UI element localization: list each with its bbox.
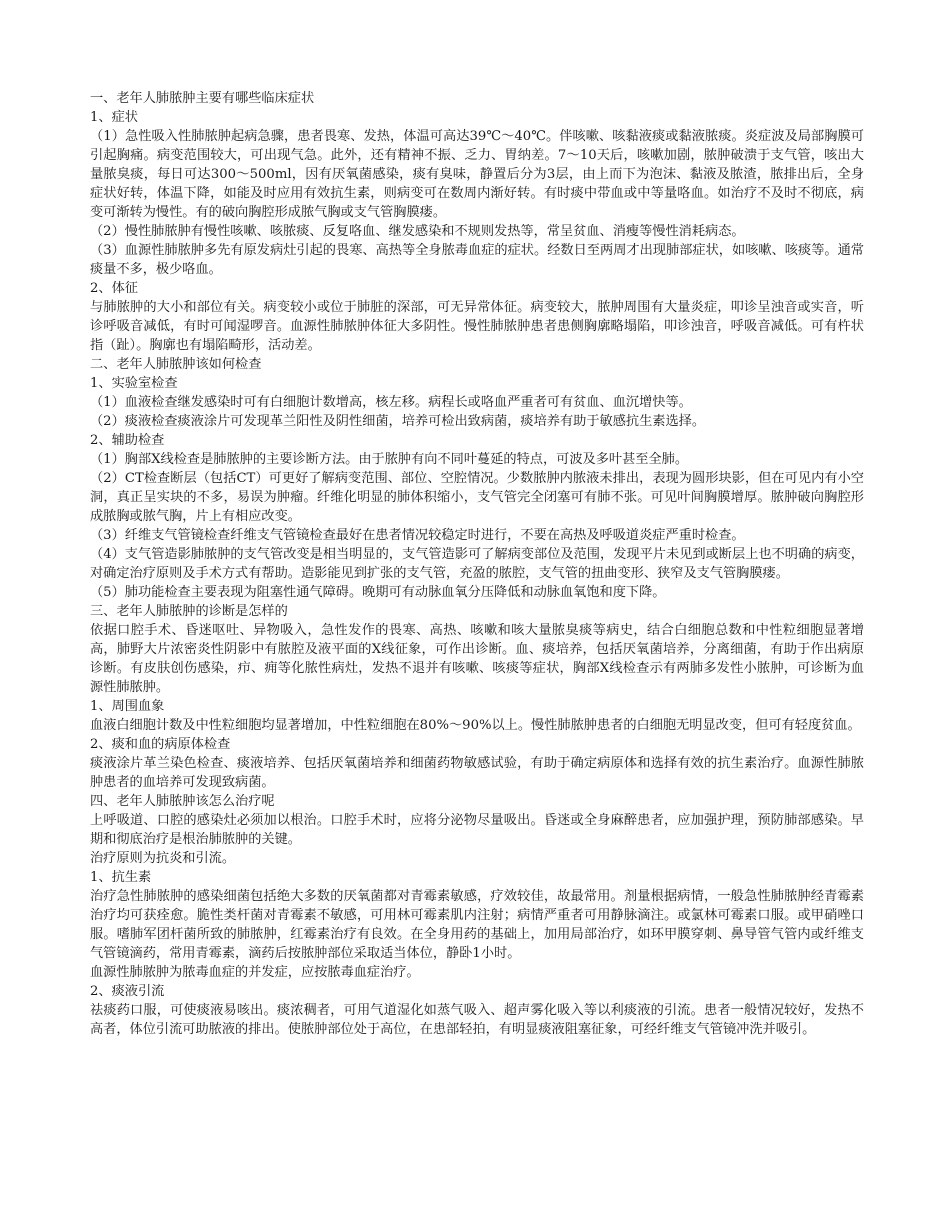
subsection-heading: 2、体征 <box>90 281 138 296</box>
subsection-heading: 2、辅助检查 <box>90 433 165 448</box>
paragraph: （2）CT检查断层（包括CT）可更好了解病变范围、部位、空腔情况。少数脓肿内脓液未排出，表现为圆形块影，但在可见内有小空洞，真正呈实块的不多，易误为肿瘤。纤维化明显的肺体积缩小，支气管完全闭塞可有肺不张。可见叶间胸膜增厚。脓肿破向胸腔形成脓胸或脓气胸，片上有相应改变。 <box>90 471 864 524</box>
section-heading: 二、老年人肺脓肿该如何检查 <box>90 357 262 372</box>
section-heading: 三、老年人肺脓肿的诊断是怎样的 <box>90 604 288 619</box>
subsection-heading: 1、症状 <box>90 110 138 125</box>
paragraph: （2）慢性肺脓肿有慢性咳嗽、咳脓痰、反复咯血、继发感染和不规则发热等，常呈贫血、消瘦等慢性消耗病态。 <box>90 224 745 239</box>
paragraph: （2）痰液检查痰液涂片可发现革兰阳性及阴性细菌，培养可检出致病菌，痰培养有助于敏感抗生素选择。 <box>90 414 706 429</box>
subsection-heading: 1、周围血象 <box>90 699 165 714</box>
section-heading: 一、老年人肺脓肿主要有哪些临床症状 <box>90 91 315 106</box>
subsection-heading: 2、痰液引流 <box>90 984 165 999</box>
paragraph: 与肺脓肿的大小和部位有关。病变较小或位于肺脏的深部，可无异常体征。病变较大，脓肿周围有大量炎症，叩诊呈浊音或实音，听诊呼吸音减低，有时可闻湿啰音。血源性肺脓肿体征大多阴性。慢性肺脓肿患者患侧胸廓略塌陷，叩诊浊音，呼吸音减低。可有杵状指（趾）。胸廓也有塌陷畸形，活动差。 <box>90 300 864 353</box>
paragraph: （1）急性吸入性肺脓肿起病急骤，患者畏寒、发热，体温可高达39℃～40℃。伴咳嗽、咳黏液痰或黏液脓痰。炎症波及局部胸膜可引起胸痛。病变范围较大，可出现气急。此外，还有精神不振、乏力、胃纳差。7～10天后，咳嗽加剧，脓肿破溃于支气管，咳出大量脓臭痰，每日可达300～500ml，因有厌氧菌感染，痰有臭味，静置后分为3层，由上而下为泡沫、黏液及脓渣，脓排出后，全身症状好转，体温下降，如能及时应用有效抗生素，则病变可在数周内渐好转。有时痰中带血或中等量咯血。如治疗不及时不彻底，病变可渐转为慢性。有的破向胸腔形成脓气胸或支气管胸膜瘘。 <box>90 129 864 220</box>
paragraph: （3）纤维支气管镜检查纤维支气管镜检查最好在患者情况较稳定时进行，不要在高热及呼吸道炎症严重时检查。 <box>90 528 745 543</box>
paragraph: （5）肺功能检查主要表现为阻塞性通气障碍。晚期可有动脉血氧分压降低和动脉血氧饱和度下降。 <box>90 585 666 600</box>
paragraph: 治疗急性肺脓肿的感染细菌包括绝大多数的厌氧菌都对青霉素敏感，疗效较佳，故最常用。剂量根据病情，一般急性肺脓肿经青霉素治疗均可获痊愈。脆性类杆菌对青霉素不敏感，可用林可霉素肌内注射；病情严重者可用静脉滴注。或氯林可霉素口服。或甲硝唑口服。嗜肺军团杆菌所致的肺脓肿，红霉素治疗有良效。在全身用药的基础上，加用局部治疗，如环甲膜穿刺、鼻导管气管内或纤维支气管镜滴药，常用青霉素，滴药后按脓肿部位采取适当体位，静卧1小时。 <box>90 889 864 961</box>
paragraph: 治疗原则为抗炎和引流。 <box>90 851 236 866</box>
paragraph: 依据口腔手术、昏迷呕吐、异物吸入，急性发作的畏寒、高热、咳嗽和咳大量脓臭痰等病史，结合白细胞总数和中性粒细胞显著增高，肺野大片浓密炎性阴影中有脓腔及液平面的X线征象，可作出诊断。血、痰培养，包括厌氧菌培养，分离细菌，有助于作出病原诊断。有皮肤创伤感染，疖、痈等化脓性病灶，发热不退并有咳嗽、咳痰等症状，胸部X线检查示有两肺多发性小脓肿，可诊断为血源性肺脓肿。 <box>90 623 864 695</box>
paragraph: 上呼吸道、口腔的感染灶必须加以根治。口腔手术时，应将分泌物尽量吸出。昏迷或全身麻醉患者，应加强护理，预防肺部感染。早期和彻底治疗是根治肺脓肿的关键。 <box>90 813 864 847</box>
subsection-heading: 1、实验室检查 <box>90 376 178 391</box>
paragraph: （1）胸部X线检查是肺脓肿的主要诊断方法。由于脓肿有向不同叶蔓延的特点，可波及多叶甚至全肺。 <box>90 452 689 467</box>
paragraph: 血源性肺脓肿为脓毒血症的并发症，应按脓毒血症治疗。 <box>90 965 420 980</box>
subsection-heading: 1、抗生素 <box>90 870 152 885</box>
paragraph: （3）血源性肺脓肿多先有原发病灶引起的畏寒、高热等全身脓毒血症的症状。经数日至两周才出现肺部症状，如咳嗽、咳痰等。通常痰量不多，极少咯血。 <box>90 243 864 277</box>
paragraph: （4）支气管造影肺脓肿的支气管改变是相当明显的，支气管造影可了解病变部位及范围，发现平片未见到或断层上也不明确的病变，对确定治疗原则及手术方式有帮助。造影能见到扩张的支气管，充盈的脓腔，支气管的扭曲变形、狭窄及支气管胸膜瘘。 <box>90 547 864 581</box>
paragraph: 痰液涂片革兰染色检查、痰液培养、包括厌氧菌培养和细菌药物敏感试验，有助于确定病原体和选择有效的抗生素治疗。血源性肺脓肿患者的血培养可发现致病菌。 <box>90 756 864 790</box>
subsection-heading: 2、痰和血的病原体检查 <box>90 737 231 752</box>
paragraph: 祛痰药口服，可使痰液易咳出。痰浓稠者，可用气道湿化如蒸气吸入、超声雾化吸入等以利痰液的引流。患者一般情况较好，发热不高者，体位引流可助脓液的排出。使脓肿部位处于高位，在患部轻拍，有明显痰液阻塞征象，可经纤维支气管镜冲洗并吸引。 <box>90 1003 864 1037</box>
paragraph: （1）血液检查继发感染时可有白细胞计数增高，核左移。病程长或咯血严重者可有贫血、血沉增快等。 <box>90 395 692 410</box>
section-heading: 四、老年人肺脓肿该怎么治疗呢 <box>90 794 275 809</box>
paragraph: 血液白细胞计数及中性粒细胞均显著增加，中性粒细胞在80%～90%以上。慢性肺脓肿患者的白细胞无明显改变，但可有轻度贫血。 <box>90 718 861 733</box>
